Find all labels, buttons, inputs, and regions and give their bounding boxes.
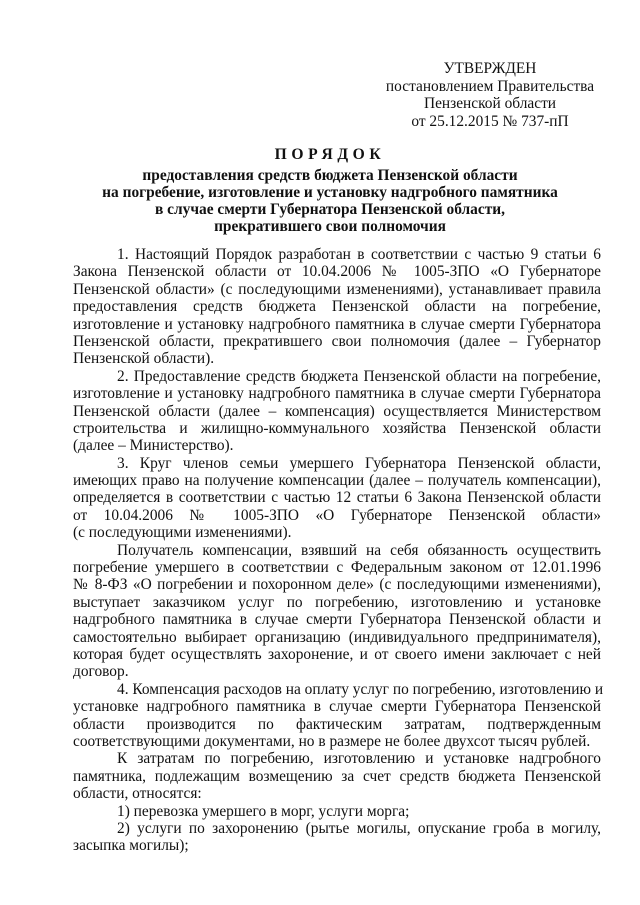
approval-heading: УТВЕРЖДЕН	[443, 60, 537, 77]
body-line: изготовление и установку надгробного памятника в случае смерти Губернатора	[73, 385, 601, 403]
approval-stamp	[380, 60, 600, 131]
body-line: выступает заказчиком услуг по погребению, изготовлению и установке	[73, 593, 601, 611]
body-line: памятника, подлежащим возмещению за счет средств бюджета Пензенской	[73, 767, 601, 785]
body-line: от 10.04.2006 № 1005-ЗПО «О Губернаторе Пензенской области»	[73, 506, 601, 524]
title-line-3: в случае смерти Губернатора Пензенской области,	[155, 201, 505, 219]
title-line-1: предоставления средств бюджета Пензенской области	[142, 166, 518, 184]
body-line: договор.	[73, 663, 129, 681]
document-title	[60, 146, 600, 236]
body-line: Закона Пензенской области от 10.04.2006 № 1005-ЗПО «О Губернаторе	[73, 263, 601, 281]
body-line: строительства и жилищно-коммунального хозяйства Пензенской области	[73, 419, 601, 437]
body-line: предоставления средств бюджета Пензенской области на погребение,	[73, 298, 601, 316]
body-line: (с последующими изменениями).	[73, 524, 292, 542]
body-line: Пензенской области, прекратившего свои полномочия (далее – Губернатор	[73, 332, 601, 350]
document-body	[73, 246, 604, 855]
approval-region-line: Пензенской области	[423, 95, 557, 113]
title-line-4: прекратившего свои полномочия	[214, 218, 446, 236]
body-line: установке надгробного памятника в случае смерти Губернатора Пензенской	[73, 698, 601, 716]
body-line: самостоятельно выбирает организацию (индивидуального предпринимателя),	[73, 628, 601, 646]
title-main: ПОРЯДОК	[274, 146, 386, 163]
body-line: которая будет осуществлять захоронение, и от своего имени заключает с ней	[73, 645, 601, 663]
approval-date-line: от 25.12.2015 № 737-пП	[411, 113, 569, 131]
body-line: изготовление и установку надгробного памятника в случае смерти Губернатора	[73, 315, 601, 333]
body-line: (далее – Министерство).	[73, 437, 234, 455]
title-line-2: на погребение, изготовление и установку надгробного памятника	[102, 183, 558, 201]
body-line: 1) перевозка умершего в морг, услуги морга;	[117, 802, 410, 820]
body-line: имеющих право на получение компенсации (далее – получатель компенсации),	[73, 472, 601, 490]
body-line: соответствующими документами, но в размере не более двухсот тысяч рублей.	[73, 732, 591, 750]
body-line: определяется в соответствии с частью 12 статьи 6 Закона Пензенской области	[73, 489, 601, 507]
body-line: Пензенской области).	[73, 350, 215, 368]
approval-decree-line: постановлением Правительства	[385, 77, 595, 95]
body-line: 4. Компенсация расходов на оплату услуг по погребению, изготовлению и	[117, 680, 604, 698]
body-line: Получатель компенсации, взявший на себя обязанность осуществить	[117, 541, 601, 559]
body-line: 3. Круг членов семьи умершего Губернатора Пензенской области,	[117, 454, 601, 472]
body-line: Пензенской области (далее – компенсация) осуществляется Министерством	[73, 402, 601, 420]
body-line: погребение умершего в соответствии с Федеральным законом от 12.01.1996	[73, 559, 601, 577]
body-line: 1. Настоящий Порядок разработан в соответствии с частью 9 статьи 6	[117, 246, 601, 263]
body-line: 2. Предоставление средств бюджета Пензенской области на погребение,	[117, 367, 601, 385]
body-line: 2) услуги по захоронению (рытье могилы, опускание гроба в могилу,	[117, 819, 601, 837]
body-line: Пензенской области» (с последующими изменениями), устанавливает правила	[73, 280, 601, 298]
body-line: № 8-ФЗ «О погребении и похоронном деле» (с последующими изменениями),	[73, 576, 601, 594]
body-line: области производится по фактическим затратам, подтвержденным	[73, 715, 601, 733]
body-line: области, относятся:	[73, 785, 202, 803]
body-line: К затратам по погребению, изготовлению и установке надгробного	[117, 750, 601, 768]
body-line: засыпка могилы);	[73, 837, 189, 855]
body-line: надгробного памятника в случае смерти Губернатора Пензенской области и	[73, 611, 601, 629]
